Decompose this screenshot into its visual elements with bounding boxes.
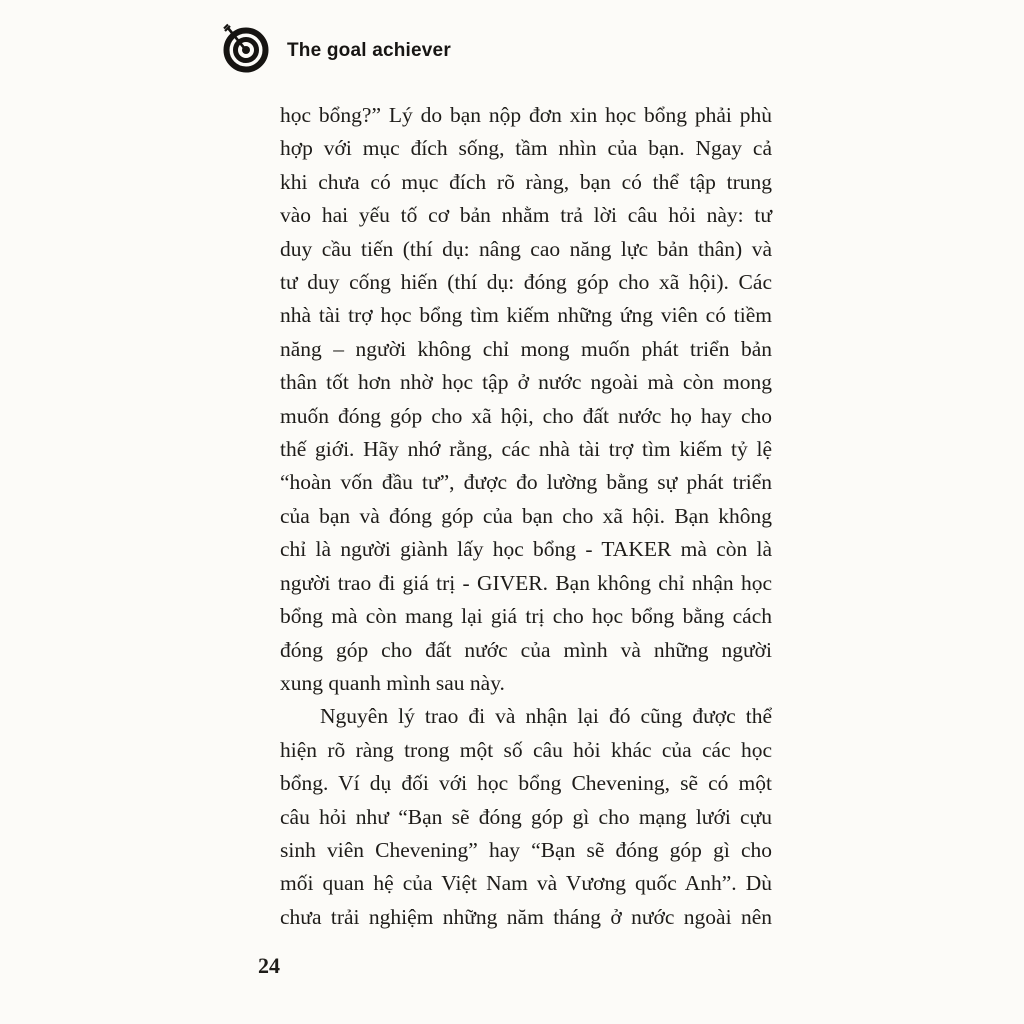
page-header [220,22,451,74]
text-line: người trao đi giá trị - GIVER. Bạn không chỉ nhận học [280,570,772,595]
text-line: Nguyên lý trao đi và nhận lại đó cũng được thể [320,704,772,729]
text-line: năng – người không chỉ mong muốn phát triển bản [280,336,772,361]
text-line: thân tốt hơn nhờ học tập ở nước ngoài mà còn mong [280,370,772,395]
text-line: vào hai yếu tố cơ bản nhằm trả lời câu hỏi này: tư [280,203,772,228]
text-line: bổng. Ví dụ đối với học bổng Chevening, sẽ có một [280,771,772,796]
text-line: khi chưa có mục đích rõ ràng, bạn có thể tập trung [280,169,772,194]
text-line: bổng mà còn mang lại giá trị cho học bổng bằng cách [280,604,772,629]
text-line: thế giới. Hãy nhớ rằng, các nhà tài trợ tìm kiếm tỷ lệ [280,437,772,462]
text-line: chưa trải nghiệm những năm tháng ở nước ngoài nên [280,904,772,929]
text-line: tư duy cống hiến (thí dụ: đóng góp cho xã hội). Các [280,270,772,295]
text-line: duy cầu tiến (thí dụ: nâng cao năng lực bản thân) và [280,236,772,261]
text-line: muốn đóng góp cho xã hội, cho đất nước họ hay cho [280,403,772,428]
text-line: học bổng?” Lý do bạn nộp đơn xin học bổng phải phù [280,103,772,127]
text-line: câu hỏi như “Bạn sẽ đóng góp gì cho mạng lưới cựu [280,804,772,829]
text-line: đóng góp cho đất nước của mình và những người [280,637,772,662]
text-line: của bạn và đóng góp của bạn cho xã hội. Bạn không [280,503,772,528]
text-line: sinh viên Chevening” hay “Bạn sẽ đóng góp gì cho [280,837,772,862]
text-line: xung quanh mình sau này. [280,670,505,695]
text-line: mối quan hệ của Việt Nam và Vương quốc Anh”. Dù [280,871,772,896]
target-dart-icon [220,22,270,74]
page-number: 24 [258,953,280,978]
text-line: hiện rõ ràng trong một số câu hỏi khác của các học [280,737,772,762]
text-line: nhà tài trợ học bổng tìm kiếm những ứng viên có tiềm [280,303,772,328]
brand-name: The goal achiever [287,40,451,61]
text-line: “hoàn vốn đầu tư”, được đo lường bằng sự phát triển [280,470,772,495]
text-line: hợp với mục đích sống, tầm nhìn của bạn. Ngay cả [280,136,772,161]
text-line: chỉ là người giành lấy học bổng - TAKER mà còn là [280,537,772,562]
page-text [280,99,772,934]
